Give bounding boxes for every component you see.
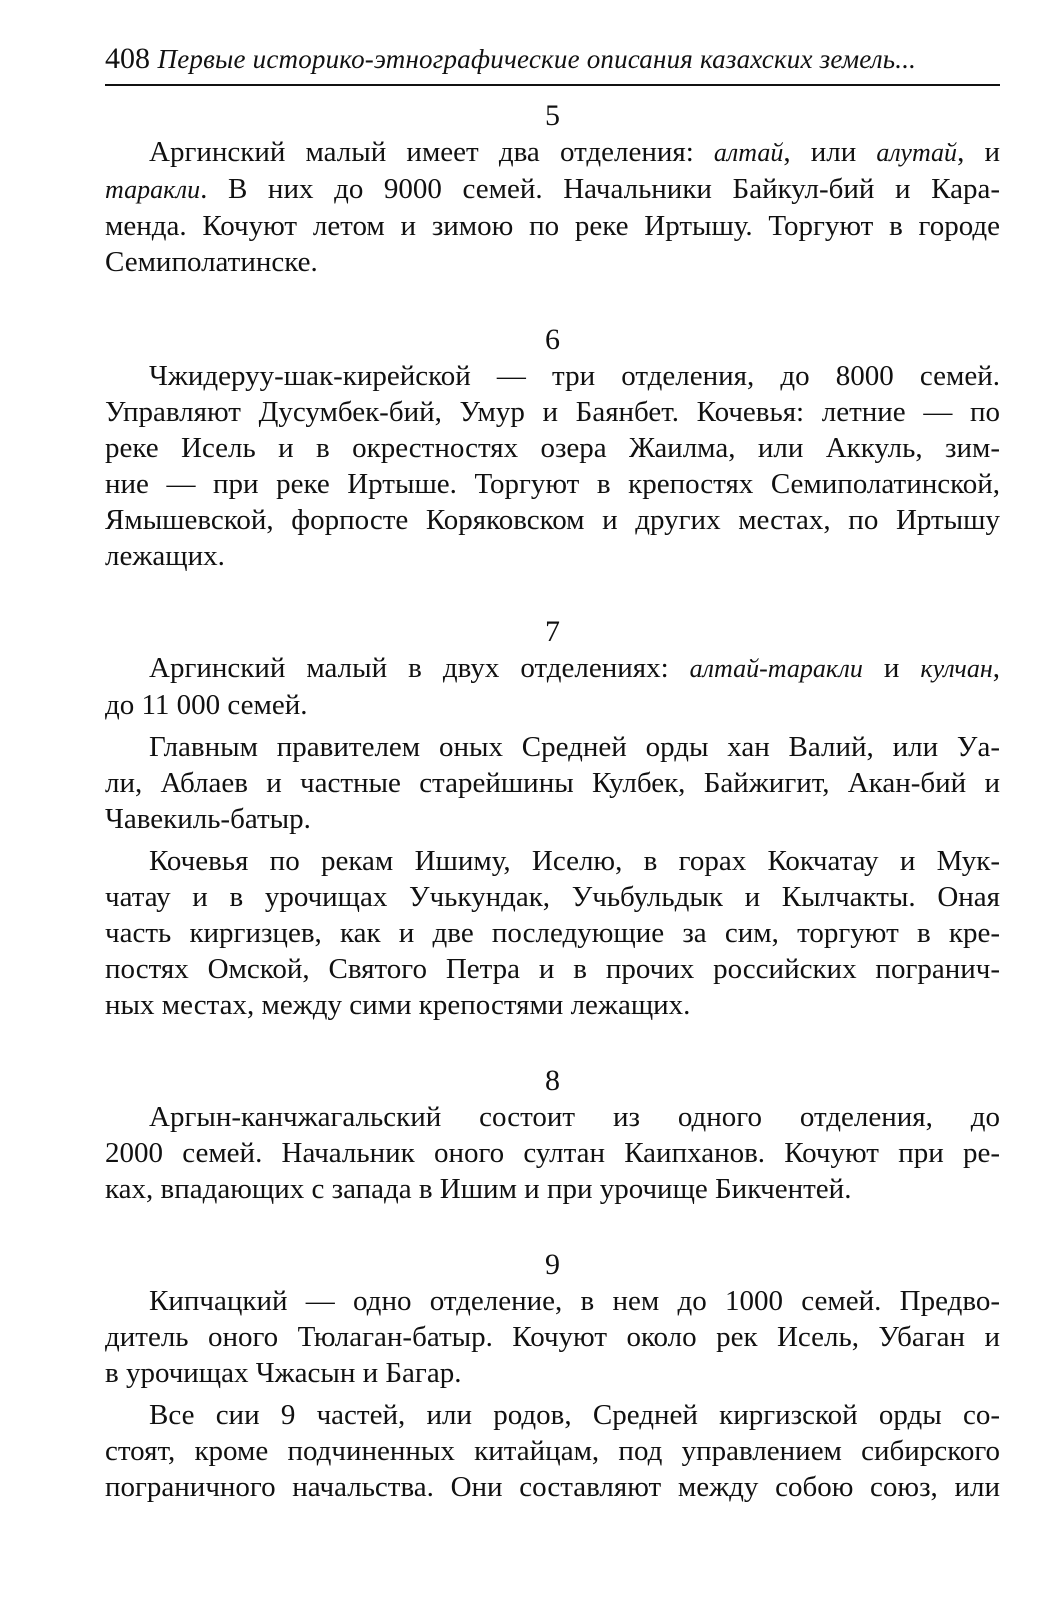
header-rule xyxy=(105,84,1000,86)
text-line: ли, Аблаев и частные старейшины Кулбек, Байжигит, Акан-бий и xyxy=(105,767,1000,799)
section-number-8: 8 xyxy=(545,1064,560,1097)
text-line: Кочевья по рекам Ишиму, Иселю, в горах Кокчатау и Мук- xyxy=(149,845,1000,877)
text-line: Чжидеруу-шак-кирейской — три отделения, до 8000 семей. xyxy=(149,360,1000,392)
text-line: Чавекиль-батыр. xyxy=(105,803,311,835)
page-number: 408 xyxy=(105,42,150,75)
text-line: пограничного начальства. Они составляют между собою союз, или xyxy=(105,1471,1000,1503)
running-header xyxy=(105,40,1000,78)
text-line: часть киргизцев, как и две последующие за сим, торгуют в кре- xyxy=(105,917,1000,949)
text-line: Главным правителем оных Средней орды хан Валий, или Уа- xyxy=(149,731,1000,763)
text-line: лежащих. xyxy=(105,540,225,572)
text-line: Управляют Дусумбек-бий, Умур и Баянбет. Кочевья: летние — по xyxy=(105,396,1000,428)
text-line: Аргын-канчжагальский состоит из одного отделения, до xyxy=(149,1101,1000,1133)
text-line: Аргинский малый в двух отделениях: алтай-таракли и кулчан, xyxy=(149,652,1000,684)
text-line: ных местах, между сими крепостями лежащих. xyxy=(105,989,691,1021)
section-number-5: 5 xyxy=(545,99,560,132)
text-line: ние — при реке Иртыше. Торгуют в крепостях Семиполатинской, xyxy=(105,468,1000,500)
text-line: менда. Кочуют летом и зимою по реке Иртышу. Торгуют в городе xyxy=(105,210,1000,242)
section-number-7: 7 xyxy=(545,615,560,648)
page xyxy=(105,40,1000,1505)
text-line: Кипчацкий — одно отделение, в нем до 1000 семей. Предво- xyxy=(149,1285,1000,1317)
text-line: дитель оного Тюлаган-батыр. Кочуют около рек Исель, Убаган и xyxy=(105,1321,1000,1353)
text-line: Ямышевской, форпосте Коряковском и других местах, по Иртышу xyxy=(105,504,1000,536)
section-number-9: 9 xyxy=(545,1248,560,1281)
text-line: Все сии 9 частей, или родов, Средней киргизской орды со- xyxy=(149,1399,1000,1431)
text-line: до 11 000 семей. xyxy=(105,689,308,721)
text-line: стоят, кроме подчиненных китайцам, под управлением сибирского xyxy=(105,1435,1000,1467)
text-line: Семиполатинске. xyxy=(105,246,318,278)
text-line: реке Исель и в окрестностях озера Жаилма, или Аккуль, зим- xyxy=(105,432,1000,464)
section-number-6: 6 xyxy=(545,323,560,356)
text-line: 2000 семей. Начальник оного султан Каипханов. Кочуют при ре- xyxy=(105,1137,1000,1169)
text-line: таракли. В них до 9000 семей. Начальники Байкул-бий и Кара- xyxy=(105,173,1000,205)
text-line: ках, впадающих с запада в Ишим и при урочище Бикчентей. xyxy=(105,1173,852,1205)
text-line: в урочищах Чжасын и Багар. xyxy=(105,1357,462,1389)
text-line: чатау и в урочищах Учькундак, Учьбульдык и Кылчакты. Оная xyxy=(105,881,1000,913)
text-line: постях Омской, Святого Петра и в прочих российских погранич- xyxy=(105,953,1000,985)
running-title: Первые историко-этнографические описания казахских земель... xyxy=(157,44,917,74)
text-line: Аргинский малый имеет два отделения: алтай, или алутай, и xyxy=(149,136,1000,168)
